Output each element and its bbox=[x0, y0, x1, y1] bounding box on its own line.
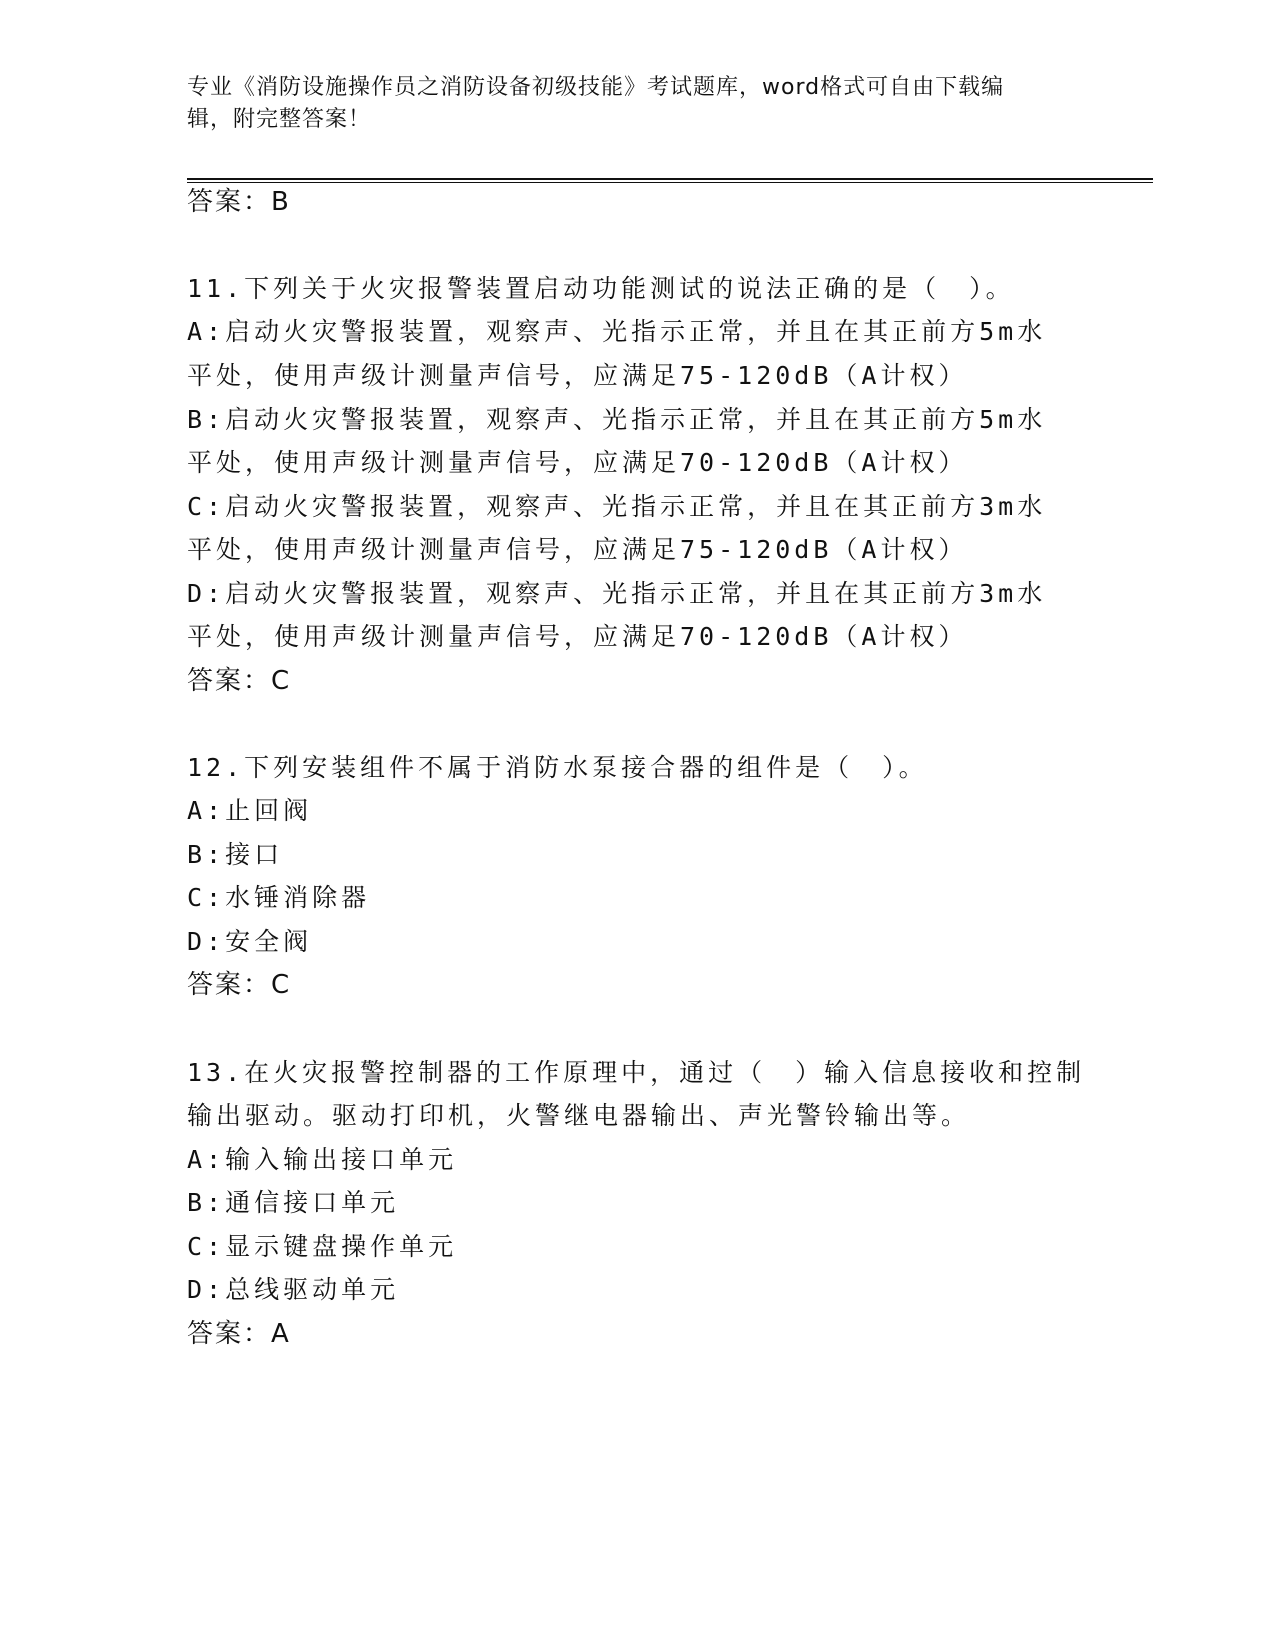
header-line-2: 辑，附完整答案！ bbox=[187, 107, 372, 132]
question-11-option-d: D:启动火灾警报装置，观察声、光指示正常，并且在其正前方3m水 bbox=[187, 579, 1047, 608]
header-line-1: 专业《消防设施操作员之消防设备初级技能》考试题库，word格式可自由下载编 bbox=[187, 75, 1005, 100]
question-11-option-c: C:启动火灾警报装置，观察声、光指示正常，并且在其正前方3m水 bbox=[187, 492, 1047, 521]
question-13-option-b: B:通信接口单元 bbox=[187, 1188, 400, 1217]
question-12-text: 12.下列安装组件不属于消防水泵接合器的组件是（ ）。 bbox=[187, 753, 928, 782]
question-13-option-d: D:总线驱动单元 bbox=[187, 1275, 400, 1304]
question-12-option-d: D:安全阀 bbox=[187, 927, 313, 956]
question-11-answer: 答案：C bbox=[187, 666, 292, 696]
question-11-text: 11.下列关于火灾报警装置启动功能测试的说法正确的是（ ）。 bbox=[187, 274, 1015, 303]
document-header bbox=[187, 72, 1067, 136]
question-12-option-c: C:水锤消除器 bbox=[187, 883, 371, 912]
question-11-option-b-cont: 平处，使用声级计测量声信号，应满足70-120dB（A计权） bbox=[187, 448, 968, 477]
question-13-text: 13.在火灾报警控制器的工作原理中，通过（ ）输入信息接收和控制 bbox=[187, 1058, 1086, 1087]
question-11-option-a: A:启动火灾警报装置，观察声、光指示正常，并且在其正前方5m水 bbox=[187, 317, 1047, 346]
question-13-option-a: A:输入输出接口单元 bbox=[187, 1145, 458, 1174]
question-11-option-b: B:启动火灾警报装置，观察声、光指示正常，并且在其正前方5m水 bbox=[187, 405, 1047, 434]
question-13-text-cont: 输出驱动。驱动打印机，火警继电器输出、声光警铃输出等。 bbox=[187, 1101, 971, 1130]
question-13-answer: 答案：A bbox=[187, 1319, 291, 1349]
question-11-option-d-cont: 平处，使用声级计测量声信号，应满足70-120dB（A计权） bbox=[187, 622, 968, 651]
question-13-option-c: C:显示键盘操作单元 bbox=[187, 1232, 458, 1261]
question-12-option-b: B:接口 bbox=[187, 840, 284, 869]
header-divider bbox=[187, 178, 1153, 183]
question-12-option-a: A:止回阀 bbox=[187, 796, 313, 825]
question-11-option-a-cont: 平处，使用声级计测量声信号，应满足75-120dB（A计权） bbox=[187, 361, 968, 390]
question-12-answer: 答案：C bbox=[187, 970, 292, 1000]
question-11-option-c-cont: 平处，使用声级计测量声信号，应满足75-120dB（A计权） bbox=[187, 535, 968, 564]
answer-previous: 答案：B bbox=[187, 187, 291, 217]
